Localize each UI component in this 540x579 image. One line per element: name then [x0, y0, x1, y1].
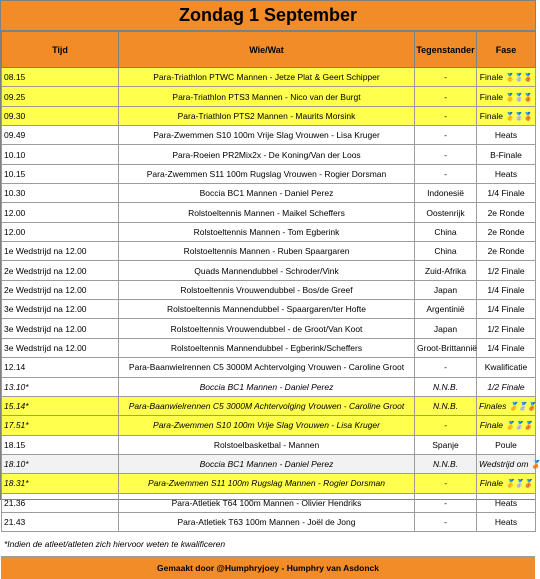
table-row: [2, 396, 536, 415]
medal-icons: 🥇🥈🥉: [505, 73, 533, 83]
time-cell: 3e Wedstrijd na 12.00: [2, 300, 119, 319]
phase-label: 1/4 Finale: [487, 284, 525, 295]
medal-icons: 🥇🥈🥉: [505, 111, 533, 121]
table-row: [2, 222, 536, 241]
table-row: [2, 87, 536, 106]
time-cell: 17.51*: [2, 416, 119, 435]
opponent-cell: -: [415, 68, 477, 87]
header-event: Wie/Wat: [119, 32, 415, 68]
phase-cell: [477, 493, 536, 512]
phase-cell: [477, 396, 536, 415]
time-cell: 09.25: [2, 87, 119, 106]
event-cell: Rolstoeltennis Mannen - Ruben Spaargaren: [119, 242, 415, 261]
event-cell: Rolstoeltennis Mannendubbel - Egberink/Scheffers: [119, 338, 415, 357]
table-row: [2, 68, 536, 87]
time-cell: 18.15: [2, 435, 119, 454]
medal-icons: 🥇🥈🥉: [505, 421, 533, 431]
medal-icons: 🥇🥈🥉: [505, 92, 533, 102]
table-row: [2, 338, 536, 357]
phase-cell: [477, 454, 540, 473]
header-phase: Fase: [477, 32, 536, 68]
phase-cell: [477, 106, 536, 125]
schedule-table: [1, 31, 540, 532]
opponent-cell: China: [415, 242, 477, 261]
opponent-cell: Argentinië: [415, 300, 477, 319]
phase-label: Finale: [479, 478, 503, 489]
event-cell: Para-Zwemmen S11 100m Rugslag Mannen - Rogier Dorsman: [119, 474, 415, 493]
time-cell: 09.30: [2, 106, 119, 125]
event-cell: Para-Roeien PR2Mix2x - De Koning/Van der Loos: [119, 145, 415, 164]
table-row: [2, 126, 536, 145]
time-cell: 3e Wedstrijd na 12.00: [2, 319, 119, 338]
time-cell: 09.49: [2, 126, 119, 145]
header-opponent: Tegenstander: [415, 32, 477, 68]
phase-cell: [477, 416, 536, 435]
phase-cell: [477, 87, 536, 106]
table-row: [2, 203, 536, 222]
opponent-cell: Japan: [415, 280, 477, 299]
event-cell: Para-Zwemmen S11 100m Rugslag Vrouwen - Rogier Dorsman: [119, 164, 415, 183]
header-time: Tijd: [2, 32, 119, 68]
time-cell: 10.30: [2, 184, 119, 203]
header-row: [2, 32, 536, 68]
opponent-cell: N.N.B.: [415, 377, 477, 396]
phase-label: 1/2 Finale: [487, 381, 525, 392]
event-cell: Rolstoeltennis Mannen - Maikel Scheffers: [119, 203, 415, 222]
phase-cell: [477, 184, 536, 203]
phase-cell: [477, 377, 536, 396]
event-cell: Para-Zwemmen S10 100m Vrije Slag Vrouwen - Lisa Kruger: [119, 416, 415, 435]
event-cell: Para-Triathlon PTS3 Mannen - Nico van der Burgt: [119, 87, 415, 106]
phase-label: 1/4 Finale: [487, 342, 525, 353]
event-cell: Rolstoeltennis Vrouwendubbel - de Groot/Van Koot: [119, 319, 415, 338]
event-cell: Boccia BC1 Mannen - Daniel Perez: [119, 377, 415, 396]
table-row: [2, 493, 536, 512]
time-cell: 1e Wedstrijd na 12.00: [2, 242, 119, 261]
table-row: [2, 300, 536, 319]
table-row: [2, 242, 536, 261]
time-cell: 10.10: [2, 145, 119, 164]
table-row: [2, 280, 536, 299]
event-cell: Boccia BC1 Mannen - Daniel Perez: [119, 454, 415, 473]
phase-label: 2e Ronde: [487, 226, 525, 237]
event-cell: Para-Zwemmen S10 100m Vrije Slag Vrouwen - Lisa Kruger: [119, 126, 415, 145]
table-row: [2, 164, 536, 183]
page-title: Zondag 1 September: [1, 1, 535, 31]
time-cell: 18.10*: [2, 454, 119, 473]
phase-label: 2e Ronde: [487, 207, 525, 218]
footnote: *Indien de atleet/atleten zich hiervoor weten te kwalificeren: [1, 532, 535, 557]
time-cell: 10.15: [2, 164, 119, 183]
time-cell: 18.31*: [2, 474, 119, 493]
phase-label: Heats: [494, 130, 518, 141]
phase-cell: [477, 319, 536, 338]
time-cell: 3e Wedstrijd na 12.00: [2, 338, 119, 357]
event-cell: Para-Triathlon PTS2 Mannen - Maurits Morsink: [119, 106, 415, 125]
phase-label: Heats: [494, 168, 518, 179]
phase-cell: [477, 68, 536, 87]
table-row: [2, 261, 536, 280]
opponent-cell: -: [415, 126, 477, 145]
phase-label: Poule: [495, 439, 517, 450]
table-row: [2, 377, 536, 396]
phase-cell: [477, 435, 536, 454]
opponent-cell: Spanje: [415, 435, 477, 454]
event-cell: Rolstoeltennis Vrouwendubbel - Bos/de Greef: [119, 280, 415, 299]
phase-label: 1/4 Finale: [487, 188, 525, 199]
time-cell: 2e Wedstrijd na 12.00: [2, 280, 119, 299]
opponent-cell: Zuid-Afrika: [415, 261, 477, 280]
table-row: [2, 358, 536, 377]
event-cell: Para-Atletiek T63 100m Mannen - Joël de Jong: [119, 512, 415, 531]
opponent-cell: -: [415, 145, 477, 164]
table-row: [2, 435, 536, 454]
phase-label: 1/2 Finale: [487, 323, 525, 334]
opponent-cell: -: [415, 512, 477, 531]
event-cell: Para-Atletiek T64 100m Mannen - Olivier Hendriks: [119, 493, 415, 512]
table-row: [2, 512, 536, 531]
opponent-cell: -: [415, 164, 477, 183]
event-cell: Rolstoeltennis Mannen - Tom Egberink: [119, 222, 415, 241]
event-cell: Boccia BC1 Mannen - Daniel Perez: [119, 184, 415, 203]
table-row: [2, 319, 536, 338]
phase-cell: [477, 280, 536, 299]
phase-cell: [477, 222, 536, 241]
time-cell: 2e Wedstrijd na 12.00: [2, 261, 119, 280]
event-cell: Rolstoeltennis Mannendubbel - Spaargaren/ter Hofte: [119, 300, 415, 319]
event-cell: Rolstoelbasketbal - Mannen: [119, 435, 415, 454]
opponent-cell: Oostenrijk: [415, 203, 477, 222]
phase-label: Heats: [494, 497, 518, 508]
phase-label: Kwalificatie: [484, 362, 528, 373]
opponent-cell: -: [415, 87, 477, 106]
phase-label: 1/4 Finale: [487, 304, 525, 315]
phase-label: 2e Ronde: [487, 246, 525, 257]
phase-cell: [477, 300, 536, 319]
table-row: [2, 474, 536, 493]
phase-cell: [477, 512, 536, 531]
event-cell: Para-Baanwielrennen C5 3000M Achtervolging Vrouwen - Caroline Groot: [119, 358, 415, 377]
opponent-cell: -: [415, 474, 477, 493]
opponent-cell: -: [415, 493, 477, 512]
phase-label: Wedstrijd om: [479, 459, 529, 470]
time-cell: 12.00: [2, 203, 119, 222]
schedule-rows: [2, 68, 540, 532]
time-cell: 15.14*: [2, 396, 119, 415]
phase-cell: [477, 261, 536, 280]
phase-label: Finale: [479, 420, 503, 431]
phase-cell: [477, 242, 536, 261]
phase-label: Finales: [479, 401, 507, 412]
phase-cell: [477, 338, 536, 357]
time-cell: 12.14: [2, 358, 119, 377]
time-cell: 08.15: [2, 68, 119, 87]
phase-label: B-Finale: [490, 149, 522, 160]
phase-label: Finale: [479, 110, 503, 121]
phase-label: Finale: [479, 72, 503, 83]
medal-icons: 🥉: [530, 460, 540, 470]
time-cell: 21.36: [2, 493, 119, 512]
opponent-cell: N.N.B.: [415, 454, 477, 473]
opponent-cell: -: [415, 358, 477, 377]
opponent-cell: -: [415, 106, 477, 125]
opponent-cell: China: [415, 222, 477, 241]
opponent-cell: -: [415, 416, 477, 435]
phase-cell: [477, 203, 536, 222]
time-cell: 21.43: [2, 512, 119, 531]
phase-label: Finale: [479, 91, 503, 102]
phase-cell: [477, 164, 536, 183]
opponent-cell: Japan: [415, 319, 477, 338]
credits-footer: Gemaakt door @Humphryjoey - Humphry van Asdonck: [1, 557, 535, 579]
table-row: [2, 416, 536, 435]
time-cell: 13.10*: [2, 377, 119, 396]
table-row: [2, 106, 536, 125]
time-cell: 12.00: [2, 222, 119, 241]
medal-icons: 🥇🥈🥉: [508, 402, 536, 412]
table-row: [2, 184, 536, 203]
opponent-cell: Indonesië: [415, 184, 477, 203]
medal-icons: 🥇🥈🥉: [505, 479, 533, 489]
phase-cell: [477, 126, 536, 145]
phase-label: Heats: [494, 517, 518, 528]
phase-cell: [477, 358, 536, 377]
phase-cell: [477, 145, 536, 164]
table-row: [2, 454, 536, 473]
phase-cell: [477, 474, 536, 493]
event-cell: Quads Mannendubbel - Schroder/Vink: [119, 261, 415, 280]
event-cell: Para-Baanwielrennen C5 3000M Achtervolging Vrouwen - Caroline Groot: [119, 396, 415, 415]
event-cell: Para-Triathlon PTWC Mannen - Jetze Plat & Geert Schipper: [119, 68, 415, 87]
opponent-cell: N.N.B.: [415, 396, 477, 415]
table-row: [2, 145, 536, 164]
opponent-cell: Groot-Brittannië: [415, 338, 477, 357]
phase-label: 1/2 Finale: [487, 265, 525, 276]
